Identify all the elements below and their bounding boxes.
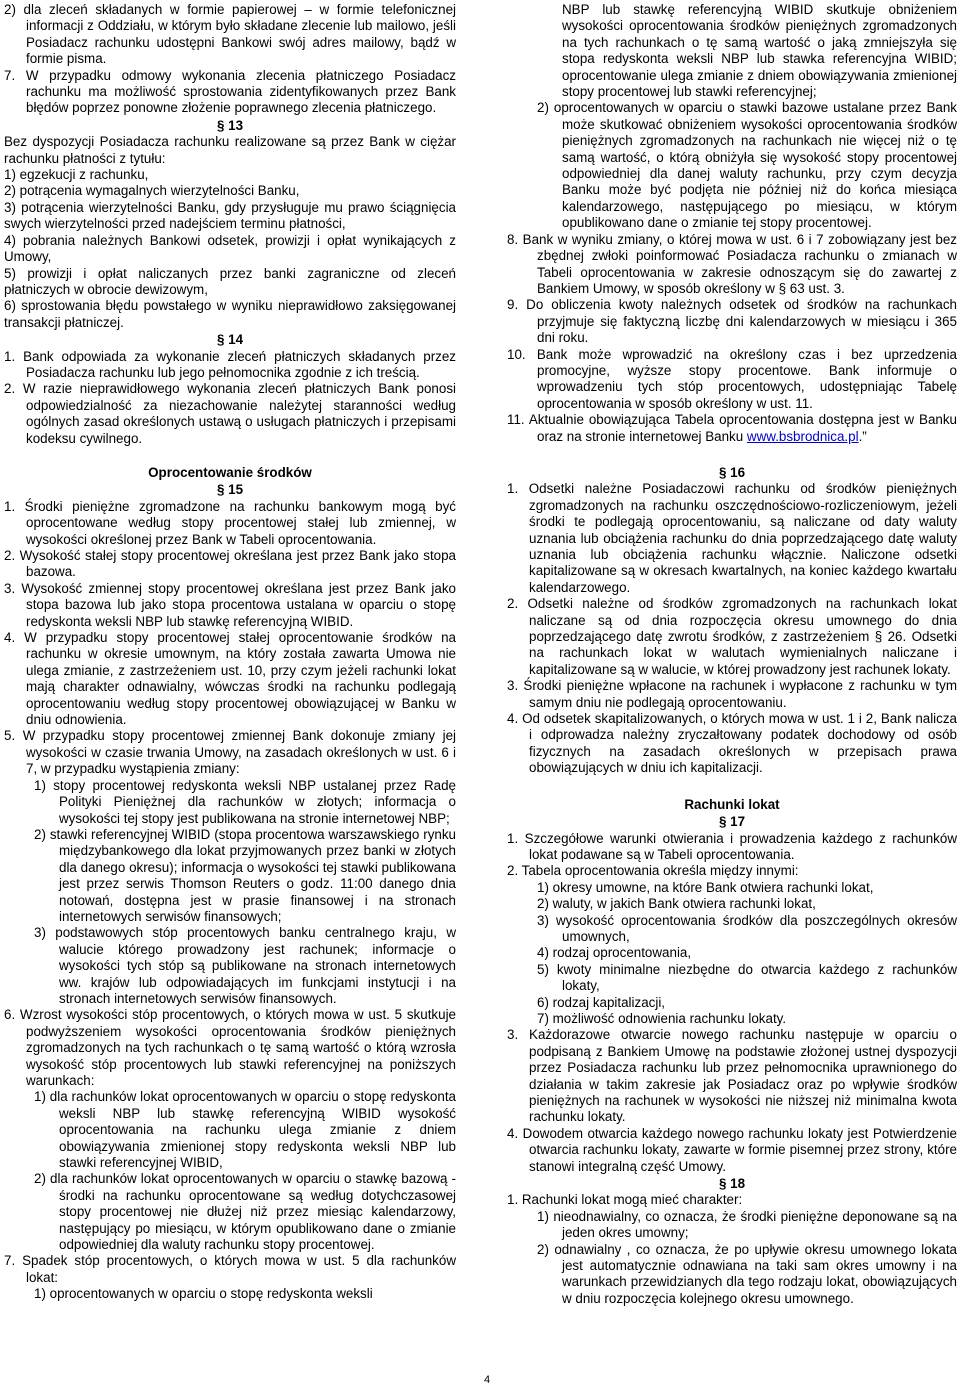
section-16-item: 2. Odsetki należne od środków zgromadzonych na rachunkach lokat naliczane są od dnia rozpoczęcia okresu umownego do dnia poprzedzającego datę zwrotu środków, z zastrzeżeniem § 26. Odsetki na rachunkach lokat w walutach wymienialnych naliczane i kapitalizowane są w walucie, w której prowadzony jest rachunek lokaty. [507, 596, 957, 677]
section-14-title: § 14 [216, 332, 244, 348]
section-17-2-sub: 6) rodzaj kapitalizacji, [537, 994, 666, 1010]
section-15-title: § 15 [216, 482, 244, 498]
section-17-item-1: 1. Szczegółowe warunki otwierania i prowadzenia każdego z rachunków lokat podawane są w Tabeli oprocentowania. [507, 830, 957, 862]
section-15-item-11 [507, 412, 957, 445]
section-14-item: 1. Bank odpowiada za wykonanie zleceń płatniczych składanych przez Posiadacza rachunku lub jego pełnomocnika zgodnie z ich treścią. [4, 348, 456, 380]
section-15-7-sub-continued: NBP lub stawkę referencyjną WIBID skutkuje obniżeniem wysokości oprocentowania środków pieniężnych zgromadzonych na tych rachunkach o tę samą wartość o jaką zmniejszyła się stopa redyskonta weksli NBP lub stawka referencyjna WIBID; oprocentowanie ulega zmianie z dniem obowiązywania zmienionej stopy procentowej lub stawki referencyjnej; [562, 2, 957, 100]
section-15-7-sub: 1) oprocentowanych w oparciu o stopę redyskonta weksli [34, 1286, 373, 1302]
section-17-2-sub: 1) okresy umowne, na które Bank otwiera rachunki lokat, [537, 879, 874, 895]
section-13-item: 2) potrącenia wymagalnych wierzytelności Banku, [4, 183, 300, 199]
section-16-item: 1. Odsetki należne Posiadaczowi rachunku od środków pieniężnych zgromadzonych na rachunku oszczędnościowo-rozliczeniowym, jeżeli środki te podlegają oprocentowaniu, są naliczane od daty waluty uznania lub obciążenia rachunku do dnia poprzedzającego datę waluty uznania lub obciążenia rachunku włącznie. Naliczone odsetki kapitalizowane są w okresach kwartalnych, na koniec każdego kwartału kalendarzowego. [507, 481, 957, 595]
section-15-item: 8. Bank w wyniku zmiany, o której mowa w ust. 6 i 7 zobowiązany jest bez zbędnej zwłoki poinformować Posiadacza rachunku o zmianach w Tabeli oprocentowania w zakresie odnoszącym się do zawartej z Bankiem Umowy, w sposób określony w § 63 ust. 3. [507, 231, 957, 296]
section-15-11-text: 11. Aktualnie obowiązująca Tabela oprocentowania dostępna jest w Banku oraz na stronie internetowej Banku [507, 412, 957, 444]
section-15-11-end: .” [858, 428, 867, 444]
section-14-item: 2. W razie nieprawidłowego wykonania zleceń płatniczych Bank ponosi odpowiedzialność za niezachowanie należytej staranności według ogólnych zasad określonych ustawą o usługach płatniczych i przepisami kodeksu cywilnego. [4, 381, 456, 446]
section-18-1-sub: 2) odnawialny , co oznacza, że po upływie okresu umownego lokata jest automatycznie odnawiana na taki sam okres umowny i na warunkach przewidzianych dla tego rodzaju lokat, obowiązujących w dniu rozpoczęcia kolejnego okresu umownego. [537, 1241, 957, 1306]
section-18-title: § 18 [718, 1176, 746, 1192]
section-13-item: 4) pobrania należnych Bankowi odsetek, prowizji i opłat wynikających z Umowy, [4, 232, 456, 265]
section-15-5-sub: 1) stopy procentowej redyskonta weksli NBP ustalanej przez Radę Polityki Pieniężnej dla rachunków w złotych; informacja o wysokości tej stopy jest publikowana na stronie internetowej NBP; [34, 777, 456, 826]
section-15-5-sub: 3) podstawowych stóp procentowych banku centralnego kraju, w walucie którego prowadzony jest rachunek; informacje o wysokości tych stóp są publikowane na stronach internetowych ww. krajów lub odpowiadających im funkcjami instytucji i na stronach internetowych serwisów finansowych. [34, 925, 456, 1006]
section-17-item-4: 4. Dowodem otwarcia każdego nowego rachunku lokaty jest Potwierdzenie otwarcia rachunku lokaty, zawarte w formie pisemnej przez strony, które stanowi integralną część Umowy. [507, 1125, 957, 1174]
paragraph-7: 7. W przypadku odmowy wykonania zlecenia płatniczego Posiadacz rachunku ma możliwość sprostowania zidentyfikowanych przez Bank błędów poprzez ponowne złożenie poprawnego zlecenia płatniczego. [4, 67, 456, 116]
section-18-1-sub: 1) nieodnawialny, co oznacza, że środki pieniężne deponowane są na jeden okres umowny; [537, 1208, 957, 1241]
section-17-title: § 17 [718, 814, 746, 830]
left-column [4, 2, 456, 1303]
section-13-title: § 13 [216, 117, 244, 133]
section-18-item-1: 1. Rachunki lokat mogą mieć charakter: [507, 1192, 743, 1208]
section-13-item: 6) sprostowania błędu powstałego w wyniku nieprawidłowo zaksięgowanej transakcji płatniczej. [4, 298, 456, 330]
section-16-title: § 16 [718, 464, 746, 480]
section-16-item: 3. Środki pieniężne wpłacone na rachunek i wypłacone z rachunku w tym samym dniu nie podlegają oprocentowaniu. [507, 678, 957, 710]
section-13-item: 3) potrącenia wierzytelności Banku, gdy przysługuje mu prawo ściągnięcia swych wierzytelności przed nadejściem terminu płatności, [4, 199, 456, 232]
section-13-item: 5) prowizji i opłat naliczanych przez banki zagraniczne od zleceń płatniczych w obrocie dewizowym, [4, 265, 456, 297]
section-17-2-sub: 2) waluty, w jakich Bank otwiera rachunki lokat, [537, 896, 816, 912]
section-13-intro: Bez dyspozycji Posiadacza rachunku realizowane są przez Bank w ciężar rachunku płatności z tytułu: [4, 134, 456, 166]
bank-website-link[interactable]: www.bsbrodnica.pl [746, 428, 859, 444]
paragraph-2-continued: 2) dla zleceń składanych w formie papierowej – w formie telefonicznej informacji z Oddziału, w którym było składane zlecenie lub mailowo, jeśli Posiadacz rachunku udostępni Bankowi swój adres mailowy, bądź w formie pisma. [4, 2, 456, 67]
section-15-item-7: 7. Spadek stóp procentowych, o których mowa w ust. 5 dla rachunków lokat: [4, 1253, 456, 1285]
section-15-item: 1. Środki pieniężne zgromadzone na rachunku bankowym mogą być oprocentowane według stopy procentowej stałej lub zmiennej, w wysokości określonej przez Bank w Tabeli oprocentowania. [4, 498, 456, 547]
section-15-item: 2. Wysokość stałej stopy procentowej określana jest przez Bank jako stopa bazowa. [4, 548, 456, 580]
section-15-7-sub: 2) oprocentowanych w oparciu o stawki bazowe ustalane przez Bank może skutkować obniżeniem wysokości oprocentowania środków pieniężnych zgromadzonych na rachunkach nie więcej niż o tę samą wartość, o którą obniżyła się wysokość stopy procentowej odpowiedniej dla danej waluty rachunku, przy czym decyzja Banku może być podjęta nie później niż do końca miesiąca kalendarzowego, następującego po miesiącu, w którym opublikowano dane o zmianie tej stopy procentowej. [537, 100, 957, 231]
section-17-item-2: 2. Tabela oprocentowania określa między innymi: [507, 863, 799, 879]
section-17-2-sub: 4) rodzaj oprocentowania, [537, 945, 692, 961]
section-15-item: 3. Wysokość zmiennej stopy procentowej określana jest przez Bank jako stopa bazowa lub jako stopa procentowa ustalana w oparciu o stopę redyskonta weksli NBP lub stawkę referencyjną WIBID. [4, 580, 456, 629]
section-15-item: 10. Bank może wprowadzić na określony czas i bez uprzedzenia promocyjne, wyższe stopy procentowe. Bank informuje o wprowadzeniu tych stóp procentowych, udostępniając Tabelę oprocentowania w sposób określony w ust. 11. [507, 346, 957, 411]
section-15-6-sub: 2) dla rachunków lokat oprocentowanych w oparciu o stawkę bazową - środki na rachunku oprocentowane są według dotychczasowej stopy procentowej nie dłużej niż przez miesiąc kalendarzowy, następujący po miesiącu, w którym opublikowano dane o zmianie odpowiedniej dla waluty rachunku stopy procentowej. [34, 1171, 456, 1253]
section-17-2-sub: 5) kwoty minimalne niezbędne do otwarcia każdego z rachunków lokaty, [537, 961, 957, 994]
section-15-item: 4. W przypadku stopy procentowej stałej oprocentowanie środków na rachunku w okresie umownym, na który została zawarta Umowa nie ulega zmianie, z zastrzeżeniem ust. 10, przy czym jeżeli rachunki lokat mają charakter odnawialny, wówczas środki na rachunku podlegają oprocentowaniu według stopy procentowej obowiązującej w Banku w dniu odnowienia. [4, 630, 456, 728]
section-17-2-sub: 3) wysokość oprocentowania środków dla poszczególnych okresów umownych, [537, 912, 957, 944]
section-15-item-6: 6. Wzrost wysokości stóp procentowych, o których mowa w ust. 5 skutkuje podwyższeniem wysokości oprocentowania środków pieniężnych zgromadzonych na tych rachunkach o tę samą wartość o którą wzrosła wysokość stóp procentowych lub stawki referencyjnej na poniższych warunkach: [4, 1007, 456, 1088]
section-13-item: 1) egzekucji z rachunku, [4, 167, 149, 183]
section-17-2-sub: 7) możliwość odnowienia rachunku lokaty. [537, 1010, 787, 1026]
section-15-item: 9. Do obliczenia kwoty należnych odsetek od środków na rachunkach przyjmuje się faktyczną liczbę dni kalendarzowych w miesiącu i 365 dni roku. [507, 297, 957, 346]
heading-rachunki-lokat: Rachunki lokat [684, 796, 780, 812]
heading-oprocentowanie: Oprocentowanie środków [148, 464, 312, 480]
section-17-item-3: 3. Każdorazowe otwarcie nowego rachunku następuje w oparciu o podpisaną z Bankiem Umowę na podstawie złożonej ustnej dyspozycji przez Posiadacza rachunku lub przez pełnomocnika uprawnionego do działania w takim zakresie jak Posiadacz oraz po wpływie środków pieniężnych na rachunek w wysokości nie niższej niż minimalna kwota rachunku lokaty. [507, 1027, 957, 1125]
section-15-item: 5. W przypadku stopy procentowej zmiennej Bank dokonuje zmiany jej wysokości w czasie trwania Umowy, na zasadach określonych w ust. 6 i 7, w przypadku wystąpienia zmiany: [4, 728, 456, 777]
page-number: 4 [484, 1374, 491, 1386]
section-15-6-sub: 1) dla rachunków lokat oprocentowanych w oparciu o stopę redyskonta weksli NBP lub stawkę referencyjną WIBID wysokość oprocentowania na rachunku ulega zmianie z dniem obowiązywania zmienionej stopy redyskonta weksli NBP lub stawki referencyjnej WIBID, [34, 1089, 456, 1171]
section-16-item: 4. Od odsetek skapitalizowanych, o których mowa w ust. 1 i 2, Bank nalicza i odprowadza należny zryczałtowany podatek dochodowy od osób fizycznych na zasadach określonych w przepisach prawa obowiązujących w dniu ich kapitalizacji. [507, 711, 957, 776]
right-column [507, 2, 957, 1307]
section-15-5-sub: 2) stawki referencyjnej WIBID (stopa procentowa warszawskiego rynku międzybankowego dla lokat przyjmowanych przez banki w złotych dla danego okresu); informacja o wysokości tej stawki publikowana jest przez serwis Thomson Reuters o godz. 11:00 danego dnia notowań, dostępna jest w prasie finansowej i na stronach internetowych serwisów finansowych; [34, 826, 456, 924]
